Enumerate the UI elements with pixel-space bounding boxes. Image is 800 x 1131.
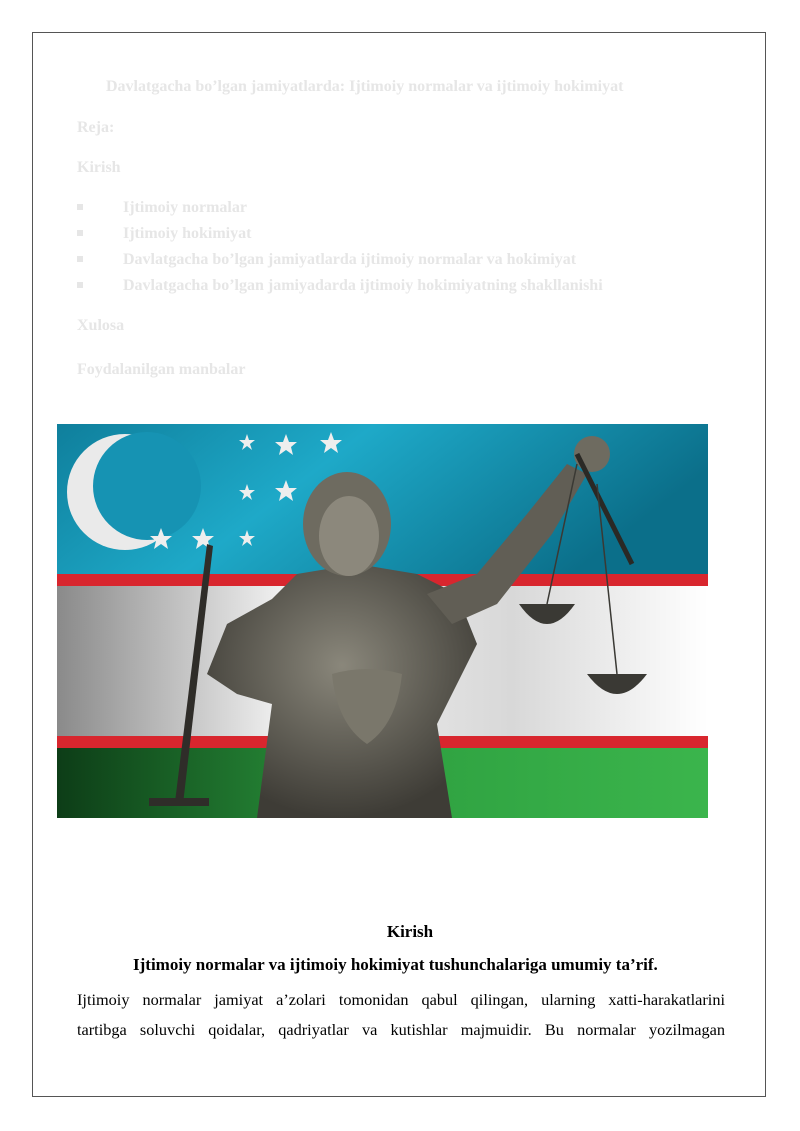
section-heading: Kirish: [386, 922, 434, 941]
body-paragraph: [77, 985, 725, 1045]
lady-justice-flag-image: [57, 424, 708, 818]
toc-xulosa-label: Xulosa: [77, 317, 125, 334]
paragraph-line: tartibga soluvchi qoidalar, qadriyatlar va kutishlar majmuidir. Bu normalar yozilmagan: [77, 1020, 725, 1039]
bullet-icon: [77, 204, 83, 210]
toc-sources-label: Foydalanilgan manbalar: [77, 361, 246, 378]
bullet-icon: [77, 230, 83, 236]
toc-kirish-label: Kirish: [77, 159, 121, 176]
toc-title: Davlatgacha bo’lgan jamiyatlarda: Ijtimoiy normalar va ijtimoiy hokimiyat: [106, 78, 624, 95]
bullet-icon: [77, 256, 83, 262]
toc-reja-label: Reja:: [77, 119, 115, 136]
section-subheading: Ijtimoiy normalar va ijtimoiy hokimiyat tushunchalariga umumiy ta’rif.: [133, 955, 658, 974]
paragraph-line: Ijtimoiy normalar jamiyat a’zolari tomonidan qabul qilingan, ularning xatti-harakatlarini: [77, 990, 725, 1009]
bullet-icon: [77, 282, 83, 288]
